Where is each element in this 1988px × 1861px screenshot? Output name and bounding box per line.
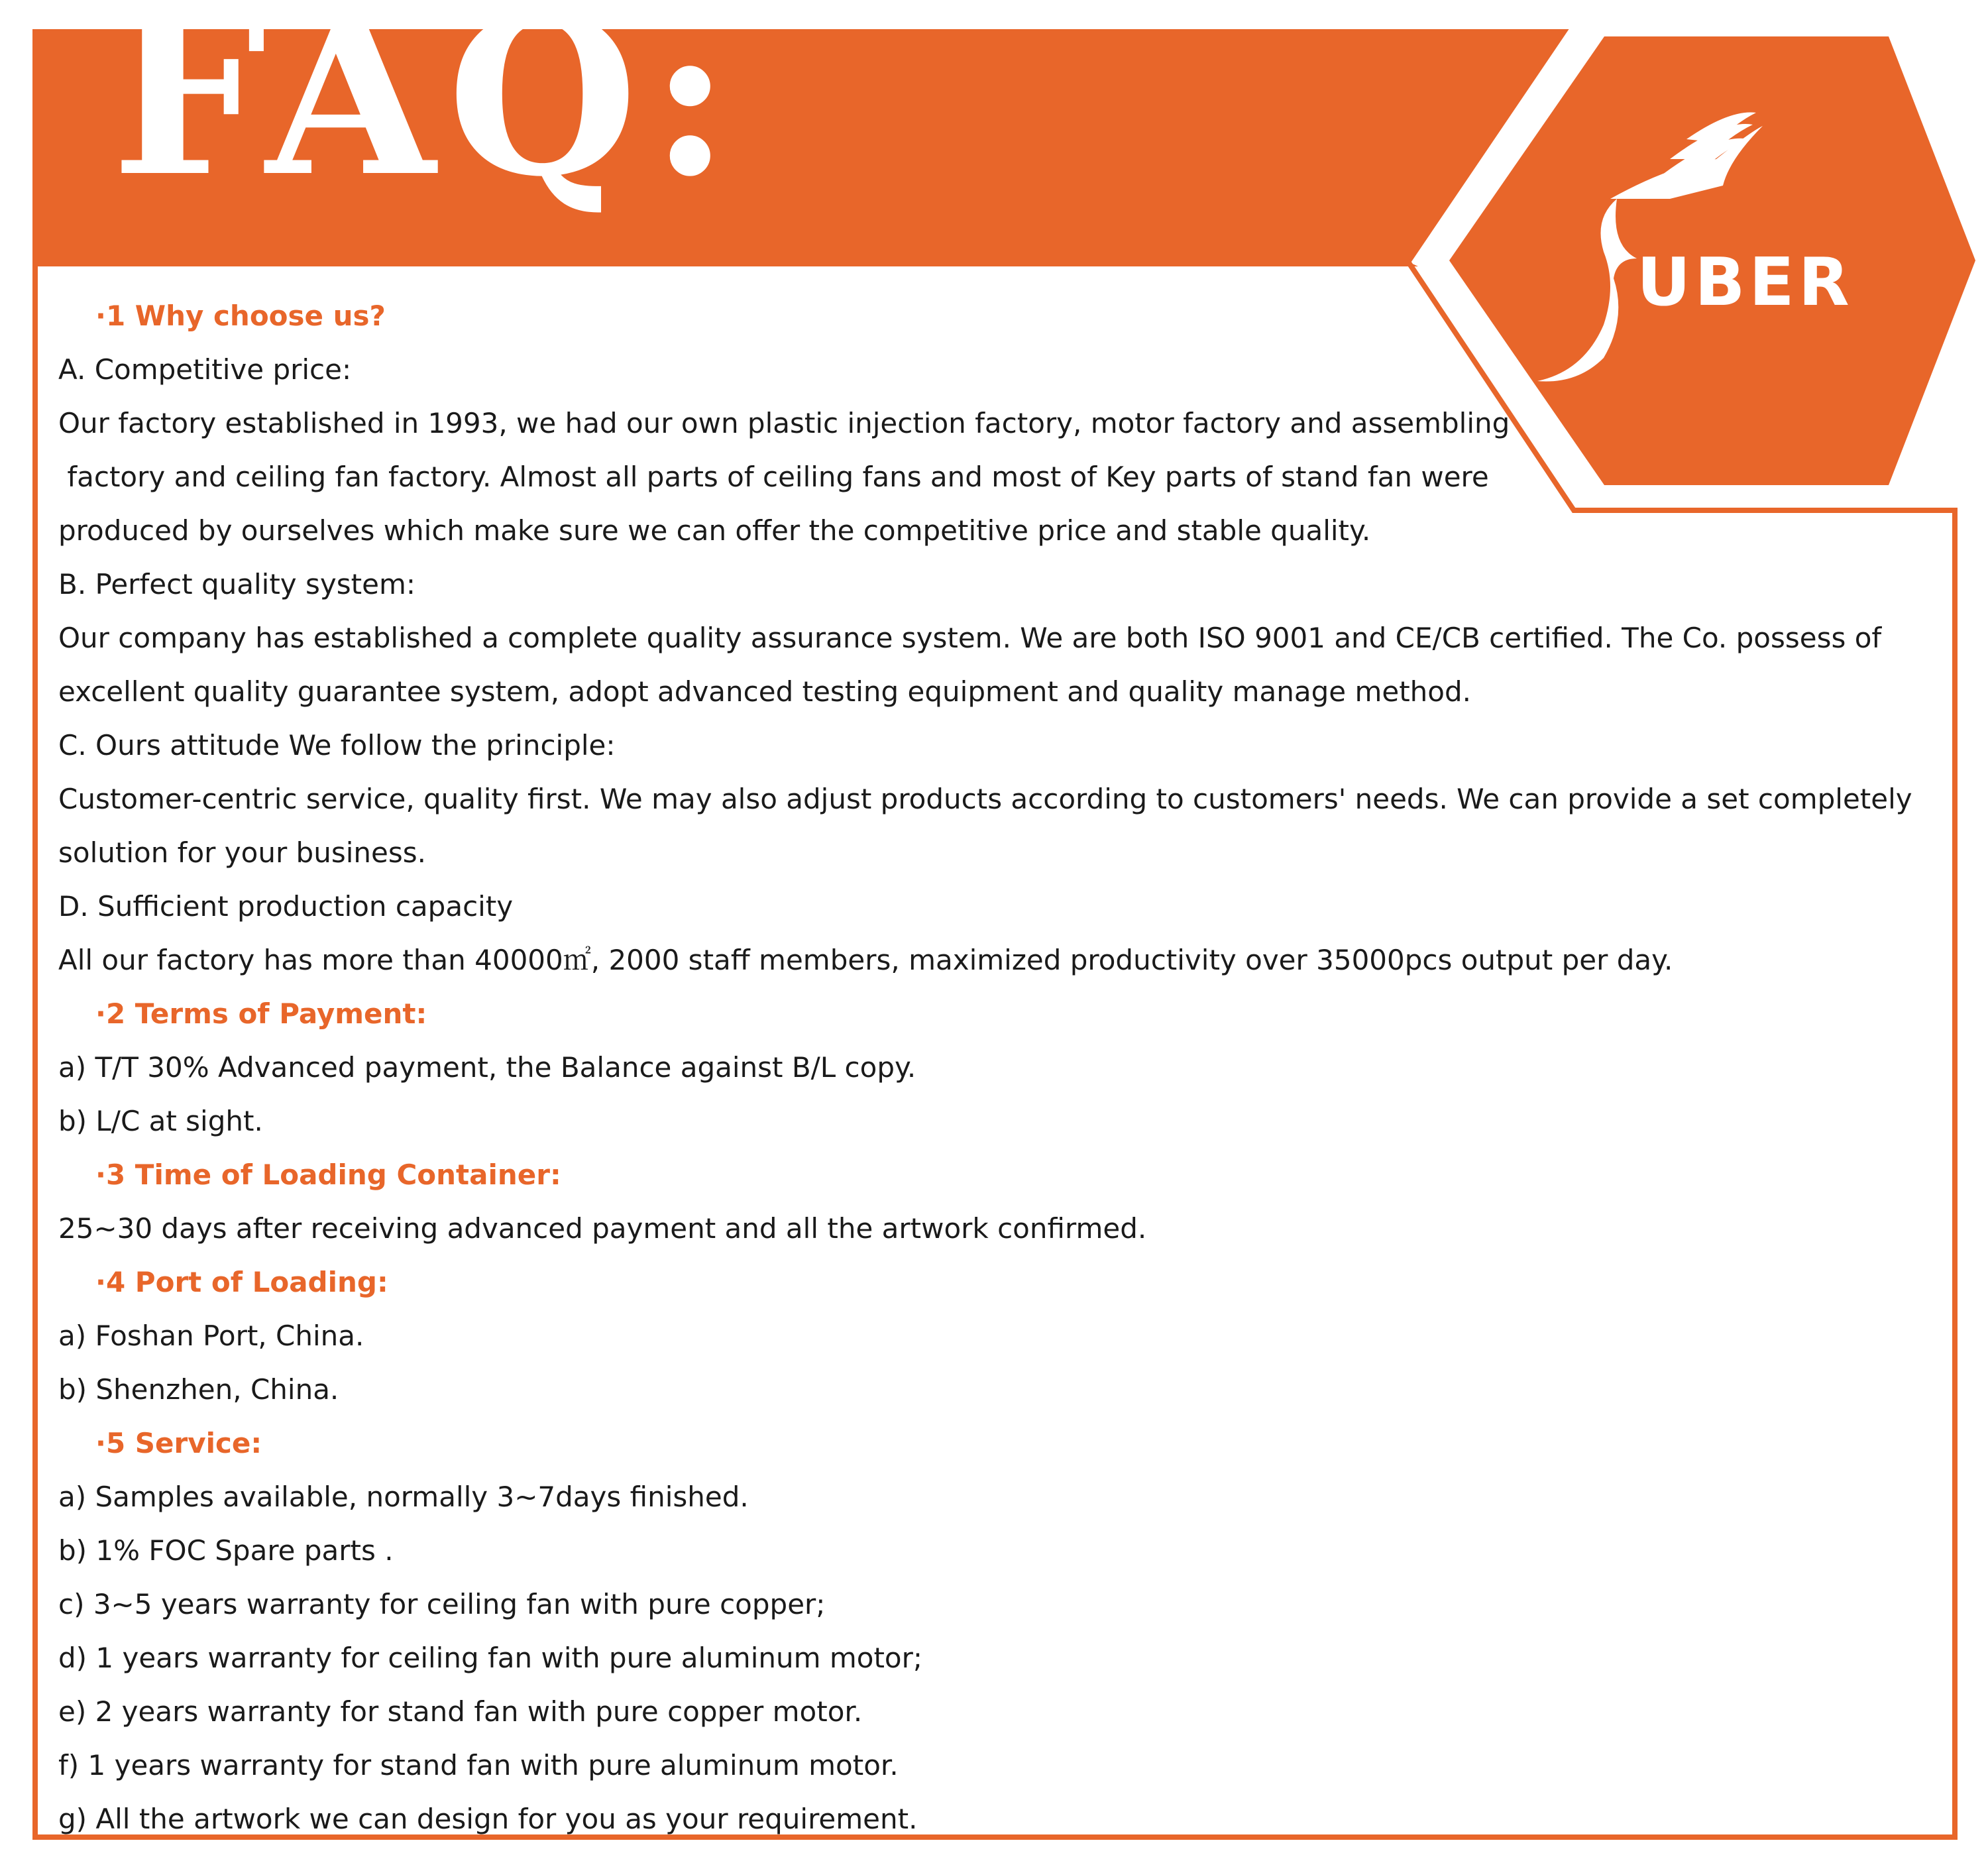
text-line: produced by ourselves which make sure we can offer the competitive price and stable quality. bbox=[58, 514, 1371, 547]
text-line: d) 1 years warranty for ceiling fan with pure aluminum motor; bbox=[58, 1642, 923, 1674]
text-line: b) 1% FOC Spare parts . bbox=[58, 1534, 394, 1567]
section-heading: ·3 Time of Loading Container: bbox=[95, 1158, 561, 1191]
section-heading: ·1 Why choose us? bbox=[95, 300, 386, 332]
text-line: C. Ours attitude We follow the principle: bbox=[58, 729, 616, 761]
text-line: a) Samples available, normally 3~7days finished. bbox=[58, 1481, 749, 1513]
text-line: b) L/C at sight. bbox=[58, 1105, 263, 1137]
faq-content bbox=[58, 289, 1927, 1846]
text-line: solution for your business. bbox=[58, 836, 426, 869]
faq-section-1 bbox=[58, 289, 1927, 987]
text-line: D. Sufficient production capacity bbox=[58, 890, 514, 923]
text-line: 25~30 days after receiving advanced payment and all the artwork confirmed. bbox=[58, 1212, 1147, 1245]
text-line: B. Perfect quality system: bbox=[58, 568, 416, 600]
text-line: c) 3~5 years warranty for ceiling fan with pure copper; bbox=[58, 1588, 826, 1620]
text-line: g) All the artwork we can design for you as your requirement. bbox=[58, 1803, 918, 1835]
text-line: factory and ceiling fan factory. Almost all parts of ceiling fans and most of Key parts of stand fan were bbox=[58, 461, 1489, 493]
faq-section-2 bbox=[58, 987, 1927, 1148]
faq-section-4 bbox=[58, 1255, 1927, 1416]
text-line: Our factory established in 1993, we had our own plastic injection factory, motor factory and assembling bbox=[58, 407, 1510, 439]
text-line: Our company has established a complete quality assurance system. We are both ISO 9001 and CE/CB certified. The Co. possess of bbox=[58, 622, 1882, 654]
faq-section-5 bbox=[58, 1416, 1927, 1846]
text-line: Customer-centric service, quality first. We may also adjust products according to customers' needs. We can provide a set completely bbox=[58, 783, 1912, 815]
text-line: b) Shenzhen, China. bbox=[58, 1373, 339, 1406]
text-line: a) T/T 30% Advanced payment, the Balance against B/L copy. bbox=[58, 1051, 916, 1084]
text-line: excellent quality guarantee system, adopt advanced testing equipment and quality manage method. bbox=[58, 675, 1471, 708]
page-title: FAQ: bbox=[111, 0, 743, 225]
section-heading: ·2 Terms of Payment: bbox=[95, 997, 427, 1030]
logo-text: UBER bbox=[1637, 243, 1853, 321]
text-line: e) 2 years warranty for stand fan with pure copper motor. bbox=[58, 1695, 863, 1728]
section-heading: ·5 Service: bbox=[95, 1427, 262, 1459]
faq-section-3 bbox=[58, 1148, 1927, 1255]
text-line: All our factory has more than 40000㎡, 2000 staff members, maximized productivity over 35000pcs output per day. bbox=[58, 944, 1673, 976]
section-heading: ·4 Port of Loading: bbox=[95, 1266, 388, 1298]
text-line: a) Foshan Port, China. bbox=[58, 1320, 364, 1352]
text-line: A. Competitive price: bbox=[58, 353, 352, 386]
text-line: f) 1 years warranty for stand fan with pure aluminum motor. bbox=[58, 1749, 899, 1781]
